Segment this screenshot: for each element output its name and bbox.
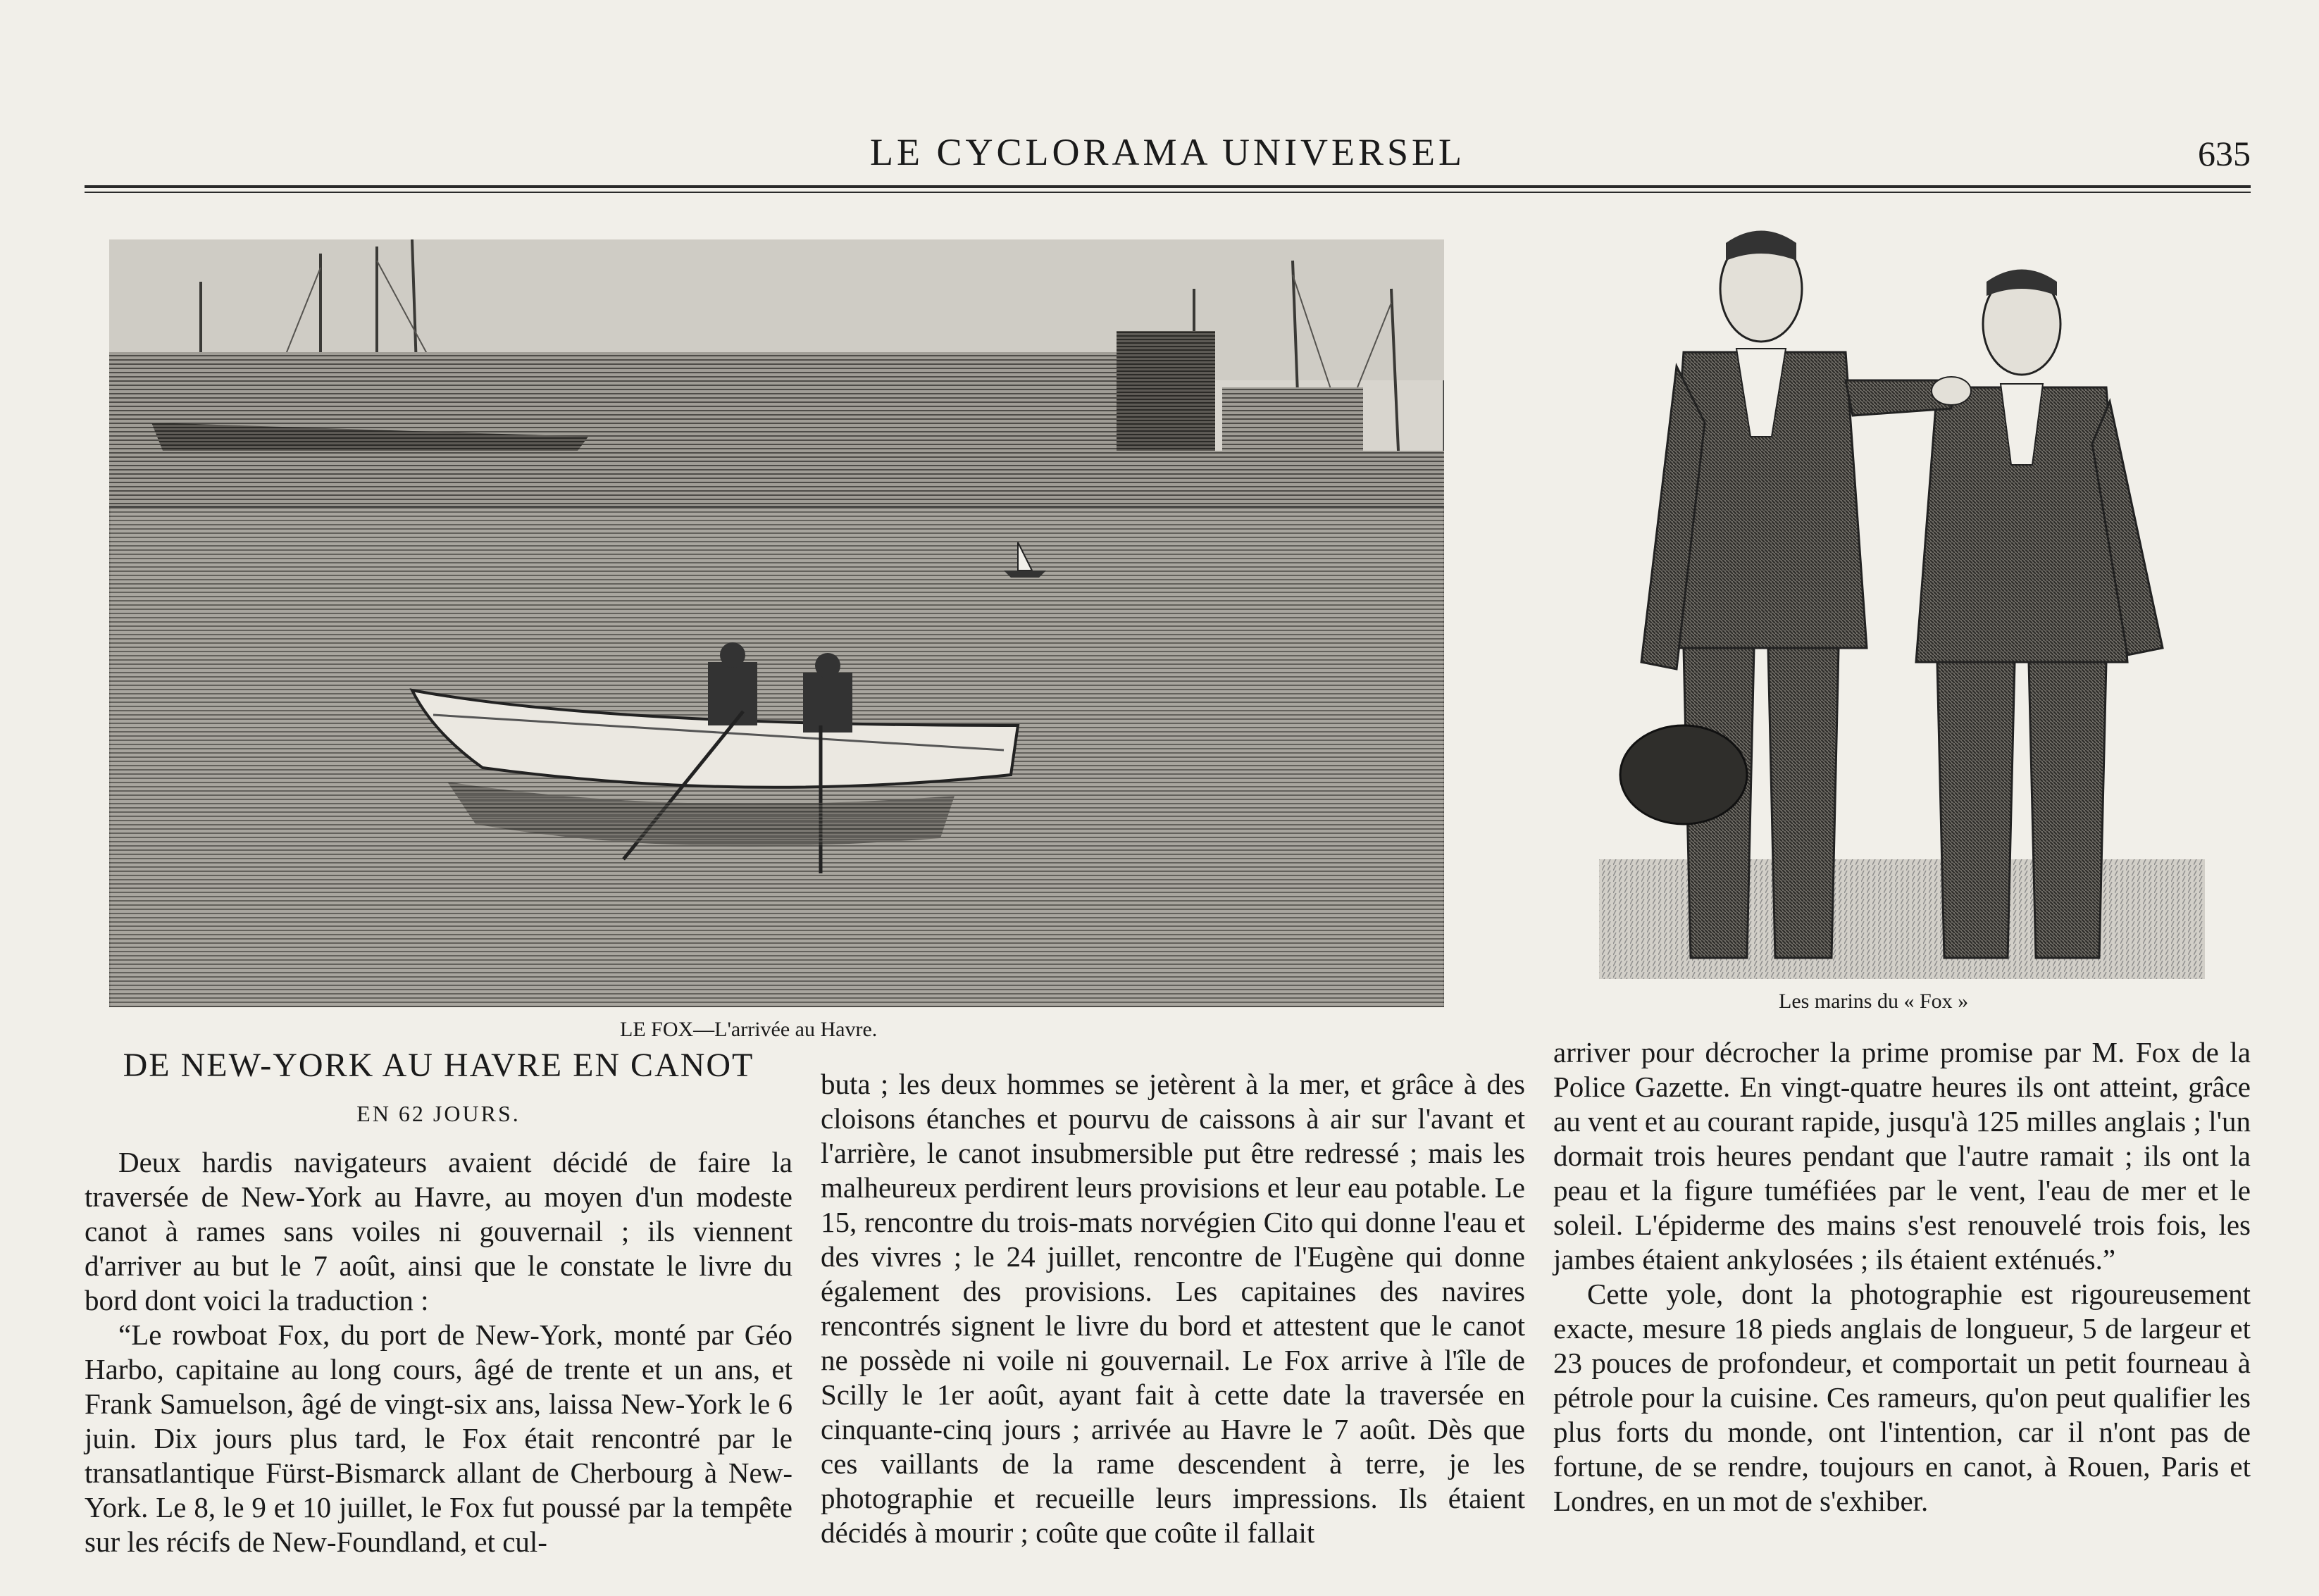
article-column-1 xyxy=(85,1048,792,1559)
paragraph: arriver pour décrocher la prime promise par M. Fox de la Police Gazette. En vingt-quatre heures ils ont atteint, grâce au vent et au courant rapide, jusqu'à 125 milles anglais ; l'un dormait trois heures pendant que l'autre ramait ; ils ont la peau et la figure tuméfiées par le vent, l'eau de mer et le soleil. L'épiderme des mains s'est renouvelé trois fois, les jambes étaient ankylosées ; ils étaient exténués.” xyxy=(1553,1036,2251,1276)
article-headline: DE NEW-YORK AU HAVRE EN CANOT xyxy=(123,1047,754,1084)
sailors-engraving xyxy=(1585,211,2219,986)
header-rule-thin xyxy=(85,192,2251,193)
paragraph: Cette yole, dont la photographie est rigoureusement exacte, mesure 18 pieds anglais de longueur, 5 de largeur et 23 pouces de profondeur, et comportait un petit fourneau à pétrole pour la cuisine. Ces rameurs, qu'on peut qualifier les plus forts du monde, ont l'intention, car il n'ont pas de fortune, de se rendre, toujours en canot, à Rouen, Paris et Londres, en un mot de s'exhiber. xyxy=(1553,1278,2251,1517)
article-subheadline: EN 62 JOURS. xyxy=(356,1101,521,1126)
harbor-engraving xyxy=(109,239,1444,1007)
paragraph: “Le rowboat Fox, du port de New-York, monté par Géo Harbo, capitaine au long cours, âgé de trente et un ans, et Frank Samuelson, âgé de vingt-six ans, laissa New-York le 6 juin. Dix jours plus tard, le Fox était rencontré par le transatlantique Fürst-Bismarck allant de Cherbourg à New-York. Le 8, le 9 et 10 juillet, le Fox fut poussé par la tempête sur les récifs de New-Foundland, et cul- xyxy=(85,1318,792,1558)
running-title: LE CYCLORAMA UNIVERSEL xyxy=(869,131,1465,173)
page-header xyxy=(85,130,2251,180)
header-rule xyxy=(85,185,2251,188)
page-number: 635 xyxy=(2198,134,2251,173)
harbor-caption: LE FOX—L'arrivée au Havre. xyxy=(620,1018,878,1041)
paragraph: Deux hardis navigateurs avaient décidé de faire la traversée de New-York au Havre, au moyen d'un modeste canot à rames sans voiles ni gouvernail ; ils viennent d'arriver au but le 7 août, ainsi que le constate le livre du bord dont voici la traduction : xyxy=(85,1146,792,1316)
paragraph: buta ; les deux hommes se jetèrent à la mer, et grâce à des cloisons étanches et pourvu de caissons à air sur l'avant et l'arrière, le canot insubmersible put être redressé ; mais les malheureux perdirent leurs provisions et leur eau potable. Le 15, rencontre du trois-mats norvégien Cito qui donne l'eau et des vivres ; le 24 juillet, rencontre de l'Eugène qui donne également des provisions. Les capitaines des navires rencontrés signent le livre du bord et attestent que le canot ne possède ni voile ni gouvernail. Le Fox arrive à l'île de Scilly le 1er août, ayant fait à cette date la traversée en cinquante-cinq jours ; arrivée au Havre le 7 août. Dès que ces vaillants de la rame descendent à terre, je les photographie et recueille leurs impressions. Ils étaient décidés à mourir ; coûte que coûte il fallait xyxy=(821,1068,1525,1549)
article-column-2 xyxy=(821,1067,1525,1550)
article-column-3 xyxy=(1553,1035,2251,1519)
sailors-caption: Les marins du « Fox » xyxy=(1779,990,1969,1013)
